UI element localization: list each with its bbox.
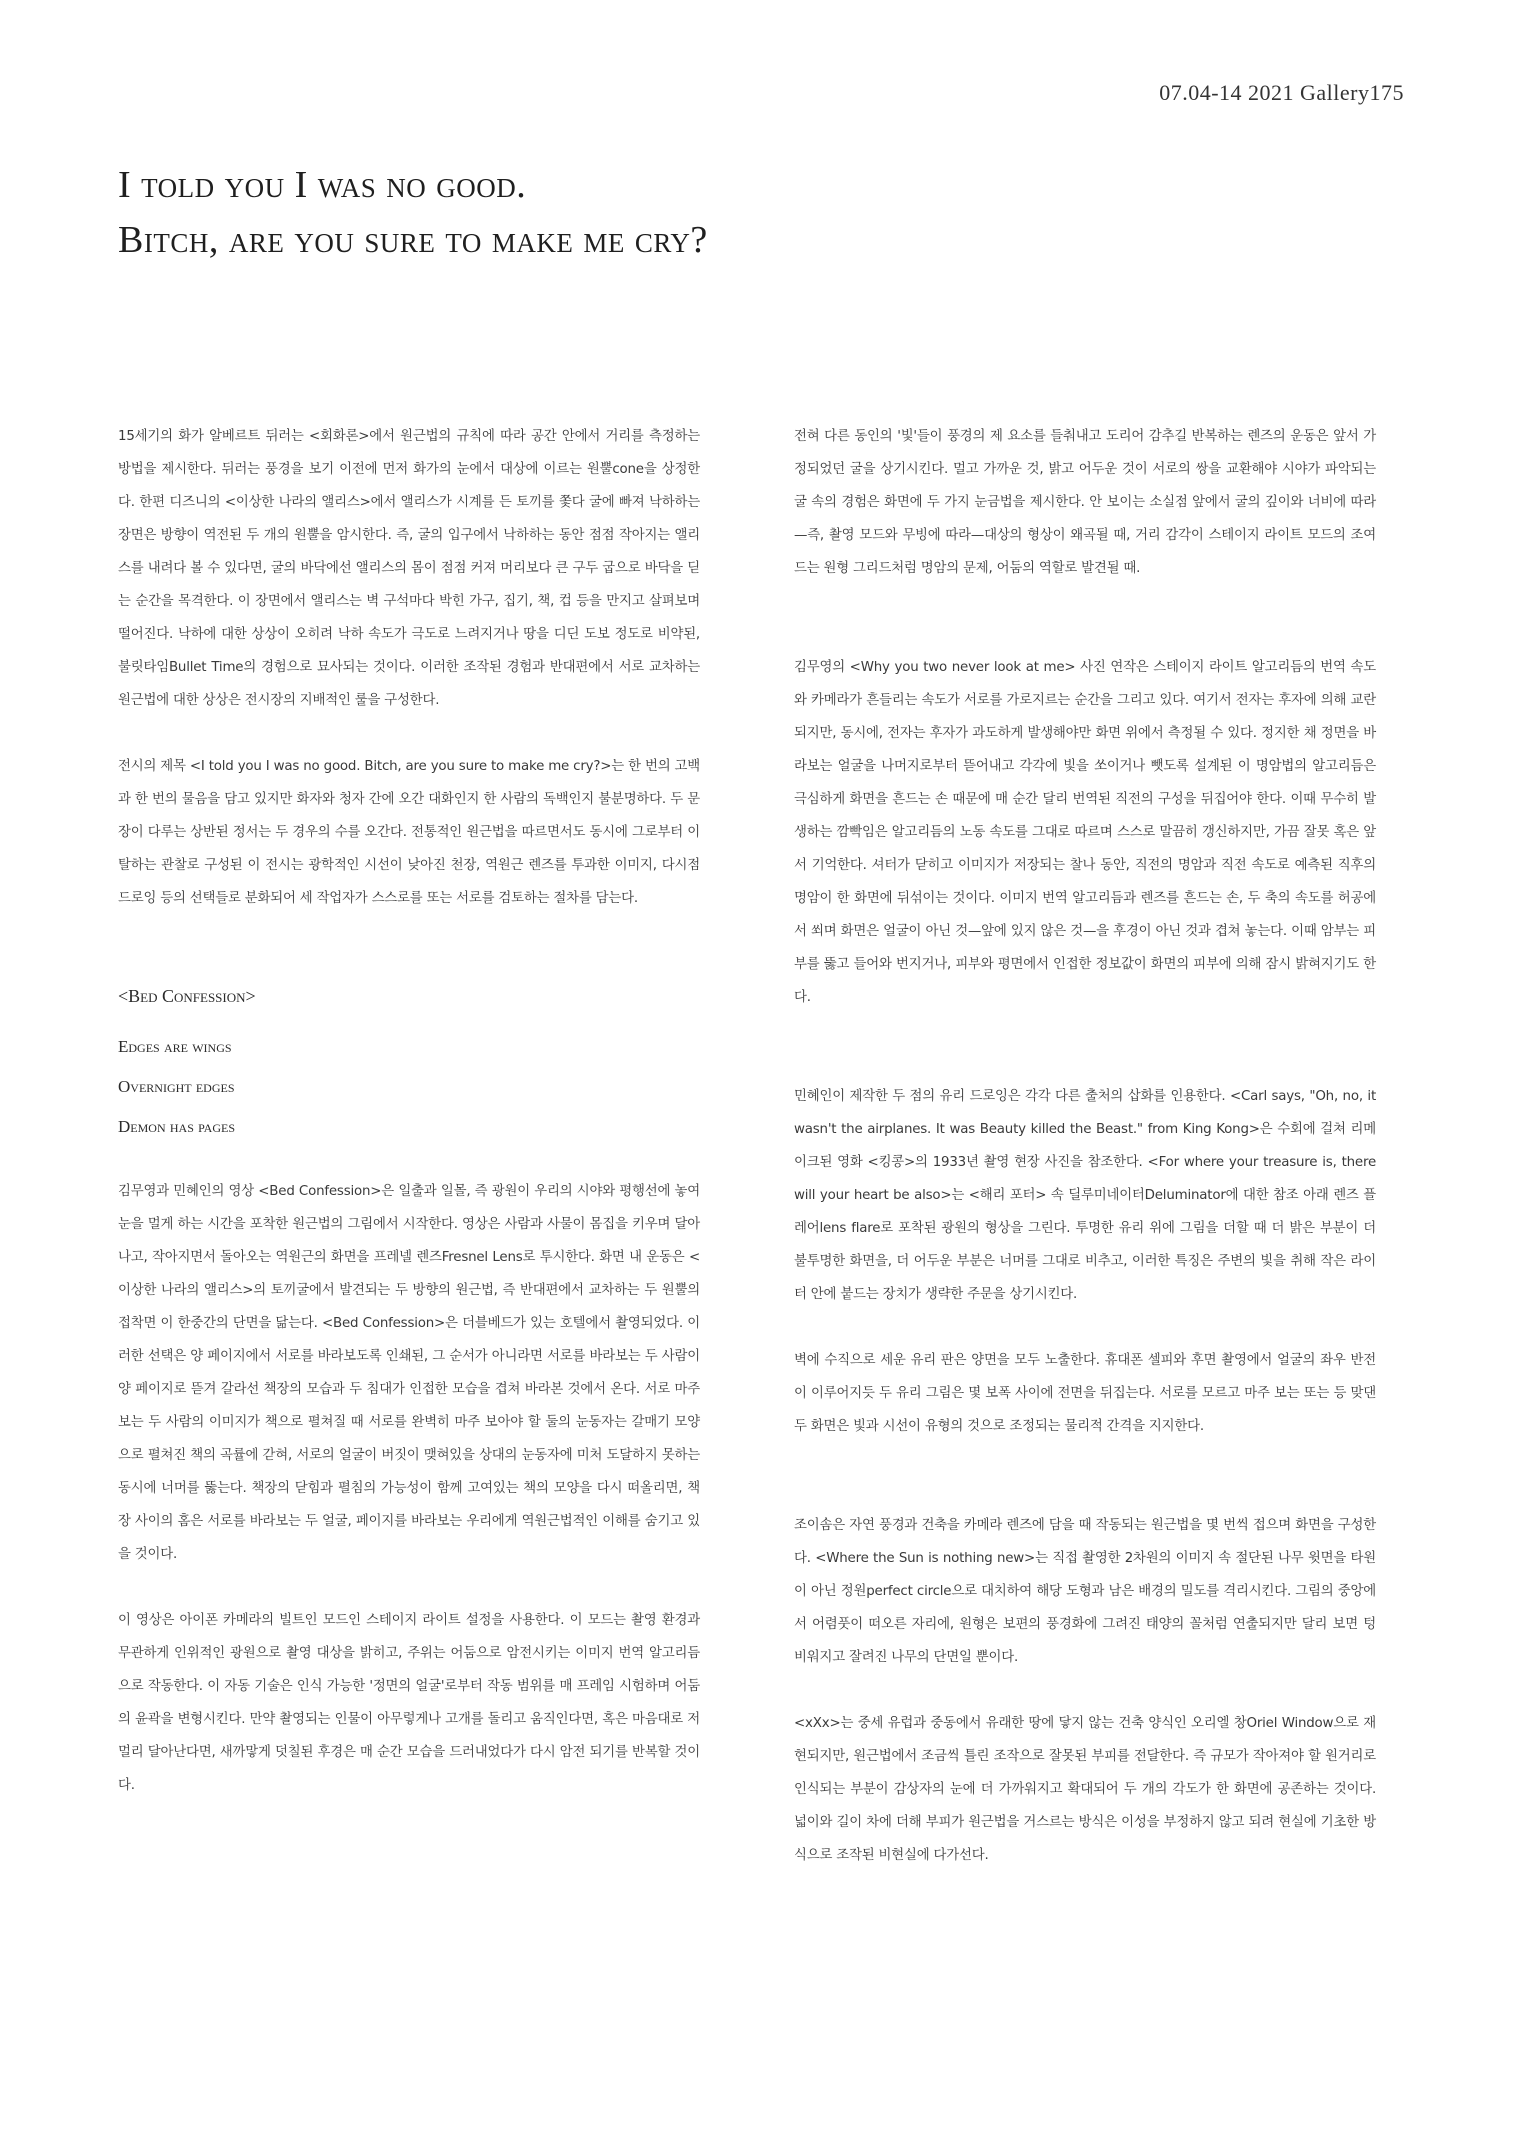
exhibition-title <box>118 158 708 268</box>
section-heading: <Bed Confession> <box>118 986 256 1006</box>
paragraph-glass-panel: 벽에 수직으로 세운 유리 판은 양면을 모두 노출한다. 휴대폰 셀피와 후면 촬영에서 얼굴의 좌우 반전이 이루어지듯 두 유리 그림은 몇 보폭 사이에 전면을 뒤집는다. 서로를 모르고 마주 보는 또는 등 맞댄 두 화면은 빛과 시선이 유형의 것으로 조정되는 물리적 간격을 지지한다. <box>794 1353 1376 1434</box>
paragraph-where-the-sun: 조이솜은 자연 풍경과 건축을 카메라 렌즈에 담을 때 작동되는 원근법을 몇 번씩 접으며 화면을 구성한다. <Where the Sun is nothing new>는 직접 촬영한 2차원의 이미지 속 절단된 나무 윗면을 타원이 아닌 정원perfect circle으로 대치하여 해당 도형과 남은 배경의 밀도를 격리시킨다. 그림의 중앙에서 어렴풋이 떠오른 자리에, 원형은 보편의 풍경화에 그려진 태양의 꼴처럼 연출되지만 달리 보면 텅 비워지고 잘려진 나무의 단면일 뿐이다. <box>794 1518 1376 1665</box>
paragraph-bed-confession: 김무영과 민혜인의 영상 <Bed Confession>은 일출과 일몰, 즉 광원이 우리의 시야와 평행선에 놓여 눈을 멀게 하는 시간을 포착한 원근법의 그림에서 시작한다. 영상은 사람과 사물이 몸집을 키우며 달아나고, 작아지면서 돌아오는 역원근의 화면을 프레넬 렌즈Fresnel Lens로 투시한다. 화면 내 운동은 <이상한 나라의 앨리스>의 토끼굴에서 발견되는 두 방향의 원근법, 즉 반대편에서 교차하는 두 원뿔의 접착면 이 한중간의 단면을 닮는다. <Bed Confession>은 더블베드가 있는 호텔에서 촬영되었다. 이러한 선택은 양 페이지에서 서로를 바라보도록 인쇄된, 그 순서가 아니라면 서로를 바라보는 두 사람이 양 페이지로 뜯겨 갈라선 책장의 모습과 두 침대가 인접한 모습을 겹쳐 바라본 것에서 온다. 서로 마주 보는 두 사람의 이미지가 책으로 펼쳐질 때 서로를 완벽히 마주 보아야 할 둘의 눈동자는 갈매기 모양으로 펼쳐진 책의 곡률에 갇혀, 서로의 얼굴이 버짓이 맺혀있을 상대의 눈동자에 미처 도달하지 못하는 동시에 너머를 뚫는다. 책장의 닫힘과 펼침의 가능성이 함께 고여있는 책의 모양을 다시 떠올리면, 책장 사이의 홈은 서로를 바라보는 두 얼굴, 페이지를 바라보는 우리에게 역원근법적인 이해를 숨기고 있을 것이다. <box>118 1184 700 1562</box>
subheading-3: Demon has pages <box>118 1117 236 1136</box>
subheading-1: Edges are wings <box>118 1037 232 1056</box>
paragraph-stage-light: 이 영상은 아이폰 카메라의 빌트인 모드인 스테이지 라이트 설정을 사용한다. 이 모드는 촬영 환경과 무관하게 인위적인 광원으로 촬영 대상을 밝히고, 주위는 어둠으로 암전시키는 이미지 번역 알고리듬으로 작동한다. 이 자동 기술은 인식 가능한 '정면의 얼굴'로부터 작동 범위를 매 프레임 시험하며 어둠의 윤곽을 변형시킨다. 만약 촬영되는 인물이 아무렇게나 고개를 돌리고 움직인다면, 혹은 마음대로 저 멀리 달아난다면, 새까맣게 덧칠된 후경은 매 순간 모습을 드러내었다가 다시 암전 되기를 반복할 것이다. <box>118 1613 700 1793</box>
paragraph-xxx: <xXx>는 중세 유럽과 중동에서 유래한 땅에 닿지 않는 건축 양식인 오리엘 창Oriel Window으로 재현되지만, 원근법에서 조금씩 틀린 조작으로 잘못된 부피를 전달한다. 즉 규모가 작아져야 할 원거리로 인식되는 부분이 감상자의 눈에 더 가까워지고 확대되어 두 개의 각도가 한 화면에 공존하는 것이다. 넓이와 길이 차에 더해 부피가 원근법을 거스르는 방식은 이성을 부정하지 않고 되려 현실에 기초한 방식으로 조작된 비현실에 다가선다. <box>794 1716 1376 1863</box>
left-column <box>118 420 700 1802</box>
paragraph-glass-drawings: 민혜인이 제작한 두 점의 유리 드로잉은 각각 다른 출처의 삽화를 인용한다. <Carl says, "Oh, no, it wasn't the airplanes. It was Beauty killed the Beast." from King Kong>은 수회에 걸쳐 리메이크된 영화 <킹콩>의 1933년 촬영 현장 사진을 참조한다. <For where your treasure is, there will your heart be also>는 <해리 포터> 속 딜루미네이터Deluminator에 대한 참조 아래 렌즈 플레어lens flare로 포착된 광원의 형상을 그린다. 투명한 유리 위에 그림을 더할 때 더 밝은 부분이 더 불투명한 화면을, 더 어두운 부분은 너머를 그대로 비추고, 이러한 특징은 주변의 빛을 취해 작은 라이터 안에 붙드는 장치가 생략한 주문을 상기시킨다. <box>794 1089 1376 1302</box>
subheading-2: Overnight edges <box>118 1077 235 1096</box>
exhibition-date-venue: 07.04-14 2021 Gallery175 <box>1159 80 1404 105</box>
title-line-1: I told you I was no good. <box>118 164 527 206</box>
paragraph-lens-motion: 전혀 다른 동인의 '빛'들이 풍경의 제 요소를 들춰내고 도리어 감추길 반복하는 렌즈의 운동은 앞서 가정되었던 굴을 상기시킨다. 멀고 가까운 것, 밝고 어두운 것이 서로의 쌍을 교환해야 시야가 파악되는 굴 속의 경험은 화면에 두 가지 눈금법을 제시한다. 안 보이는 소실점 앞에서 굴의 깊이와 너비에 따라—즉, 촬영 모드와 무빙에 따라—대상의 형상이 왜곡될 때, 거리 감각이 스테이지 라이트 모드의 조여드는 원형 그리드처럼 명암의 문제, 어둠의 역할로 발견될 때. <box>794 429 1376 576</box>
right-column <box>794 420 1376 1872</box>
paragraph-exhibition-title: 전시의 제목 <I told you I was no good. Bitch, are you sure to make me cry?>는 한 번의 고백과 한 번의 물음을 담고 있지만 화자와 청자 간에 오간 대화인지 한 사람의 독백인지 불분명하다. 두 문장이 다루는 상반된 정서는 두 경우의 수를 오간다. 전통적인 원근법을 따르면서도 동시에 그로부터 이탈하는 관찰로 구성된 이 전시는 광학적인 시선이 낮아진 천장, 역원근 렌즈를 투과한 이미지, 다시점 드로잉 등의 선택들로 분화되어 세 작업자가 스스로를 또는 서로를 검토하는 절차를 담는다. <box>118 759 700 906</box>
paragraph-why-you-two: 김무영의 <Why you two never look at me> 사진 연작은 스테이지 라이트 알고리듬의 번역 속도와 카메라가 흔들리는 속도가 서로를 가로지르는 순간을 그리고 있다. 여기서 전자는 후자에 의해 교란되지만, 동시에, 전자는 후자가 과도하게 발생해야만 화면 위에서 측정될 수 있다. 정지한 채 정면을 바라보는 얼굴을 나머지로부터 뜯어내고 각각에 빛을 쏘이거나 뺏도록 설계된 이 명암법의 알고리듬은 극심하게 화면을 흔드는 손 때문에 매 순간 달리 번역된 직전의 구성을 뒤집어야 한다. 이때 무수히 발생하는 깜빡임은 알고리듬의 노동 속도를 그대로 따르며 스스로 말끔히 갱신하지만, 가끔 잘못 혹은 앞서 기억한다. 셔터가 닫히고 이미지가 저장되는 찰나 동안, 직전의 명암과 직전 속도로 예측된 직후의 명암이 한 화면에 뒤섞이는 것이다. 이미지 번역 알고리듬과 렌즈를 흔드는 손, 두 축의 속도를 허공에서 쐬며 화면은 얼굴이 아닌 것—앞에 있지 않은 것—을 후경이 아닌 것과 겹쳐 놓는다. 이때 암부는 피부를 뚫고 들어와 번지거나, 피부와 평면에서 인접한 정보값이 화면의 피부에 의해 잠시 밝혀지기도 한다. <box>794 660 1376 1005</box>
title-line-2: Bitch, are you sure to make me cry? <box>118 219 708 261</box>
paragraph-perspective-intro: 15세기의 화가 알베르트 뒤러는 <회화론>에서 원근법의 규칙에 따라 공간 안에서 거리를 측정하는 방법을 제시한다. 뒤러는 풍경을 보기 이전에 먼저 화가의 눈에서 대상에 이르는 원뿔cone을 상정한다. 한편 디즈니의 <이상한 나라의 앨리스>에서 앨리스가 시계를 든 토끼를 쫓다 굴에 빠져 낙하하는 장면은 방향이 역전된 두 개의 원뿔을 암시한다. 즉, 굴의 입구에서 낙하하는 동안 점점 작아지는 앨리스를 내려다 볼 수 있다면, 굴의 바닥에선 앨리스의 몸이 점점 커져 머리보다 큰 구두 굽으로 바닥을 딛는 순간을 목격한다. 이 장면에서 앨리스는 벽 구석마다 박힌 가구, 집기, 책, 컵 등을 만지고 살펴보며 떨어진다. 낙하에 대한 상상이 오히려 낙하 속도가 극도로 느려지거나 땅을 디딘 도보 정도로 비약된, 불릿타임Bullet Time의 경험으로 묘사되는 것이다. 이러한 조작된 경험과 반대편에서 서로 교차하는 원근법에 대한 상상은 전시장의 지배적인 룰을 구성한다. <box>118 429 700 708</box>
